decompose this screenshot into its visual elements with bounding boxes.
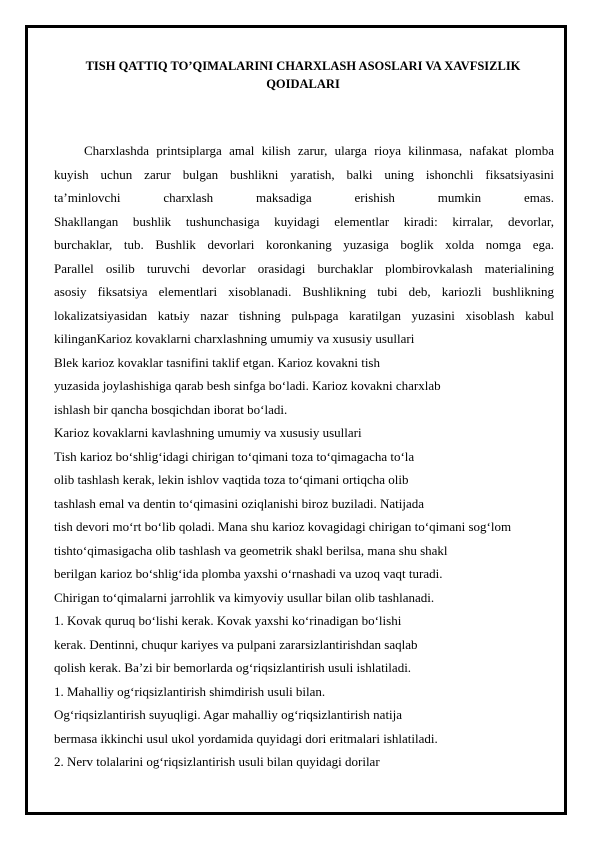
text-line: tishto‘qimasigacha olib tashlash va geometrik shakl berilsa, mana shu shakl [54,542,448,558]
document-body [54,139,554,774]
text-line: 1. Mahalliy og‘riqsizlantirish shimdirish usuli bilan. [54,683,326,699]
text-line: Chirigan to‘qimalarni jarrohlik va kimyoviy usullar bilan olib tashlanadi. [54,589,435,605]
text-line: Blek karioz kovaklar tasnifini taklif etgan. Karioz kovakni tish [54,354,380,370]
text-line: yuzasida joylashishiga qarab besh sinfga bo‘ladi. Karioz kovakni charxlab [54,378,441,393]
text-line: burchaklar, tub. Bushlik devorlari koronkaning yuzasiga boglik xolda nomga ega. [54,237,554,252]
text-line: Tish karioz bo‘shlig‘idagi chirigan to‘qimani toza to‘qimagacha to‘la [54,448,415,464]
text-line: tashlash emal va dentin to‘qimasini oziqlanishi biroz buziladi. Natijada [54,495,425,511]
text-line: bermasa ikkinchi usul ukol yordamida quyidagi dori eritmalari ishlatiladi. [54,730,438,746]
text-line: Charxlashda printsiplarga amal kilish zarur, ularga rioya kilinmasa, nafakat plomba [84,143,554,158]
text-line: kilinganKarioz kovaklarni charxlashning umumiy va xususiy usullari [54,331,415,346]
text-line: qolish kerak. Ba’zi bir bemorlarda og‘riqsizlantirish usuli ishlatiladi. [54,660,412,675]
text-line: berilgan karioz bo‘shlig‘ida plomba yaxshi o‘rnashadi va uzoq vaqt turadi. [54,566,443,581]
text-line: olib tashlash kerak, lekin ishlov vaqtida toza to‘qimani ortiqcha olib [54,472,409,487]
text-line: 2. Nerv tolalarini og‘riqsizlantirish usuli bilan quyidagi dorilar [54,754,380,769]
text-line: kerak. Dentinni, chuqur kariyes va pulpani zararsizlantirishdan saqlab [54,636,418,652]
document-title: TISH QATTIQ TO’QIMALARINI CHARXLASH ASOSLARI VA XAVFSIZLIK QOIDALARI [85,59,521,91]
text-line: kuyish uchun zarur bulgan bushlikni yaratish, balki uning ishonchli fiksatsiyasini [54,166,554,182]
text-line: Karioz kovaklarni kavlashning umumiy va xususiy usullari [54,425,362,440]
text-line: lokalizatsiyasidan katьiy nazar tishning pulьpaga karatilgan yuzasini xisoblash kabul [54,307,554,323]
text-line: asosiy fiksatsiya elementlari xisoblanadi. Bushlikning tubi deb, kariozli bushlikning [54,284,554,299]
text-line: 1. Kovak quruq bo‘lishi kerak. Kovak yaxshi ko‘rinadigan bo‘lishi [54,613,402,628]
text-line: Parallel osilib turuvchi devorlar orasidagi burchaklar plombirovkalash materialining [54,260,554,276]
text-line: Og‘riqsizlantirish suyuqligi. Agar mahalliy og‘riqsizlantirish natija [54,707,403,722]
text-line: tish devori mo‘rt bo‘lib qoladi. Mana shu karioz kovagidagi chirigan to‘qimani sog‘lom [54,519,512,534]
text-line: ta’minlovchi charxlash maksadiga erishish mumkin emas. [54,190,554,205]
text-line: ishlash bir qancha bosqichdan iborat bo‘ladi. [54,401,288,417]
text-line: Shakllangan bushlik tushunchasiga kuyidagi elementlar kiradi: kirralar, devorlar, [54,213,554,229]
